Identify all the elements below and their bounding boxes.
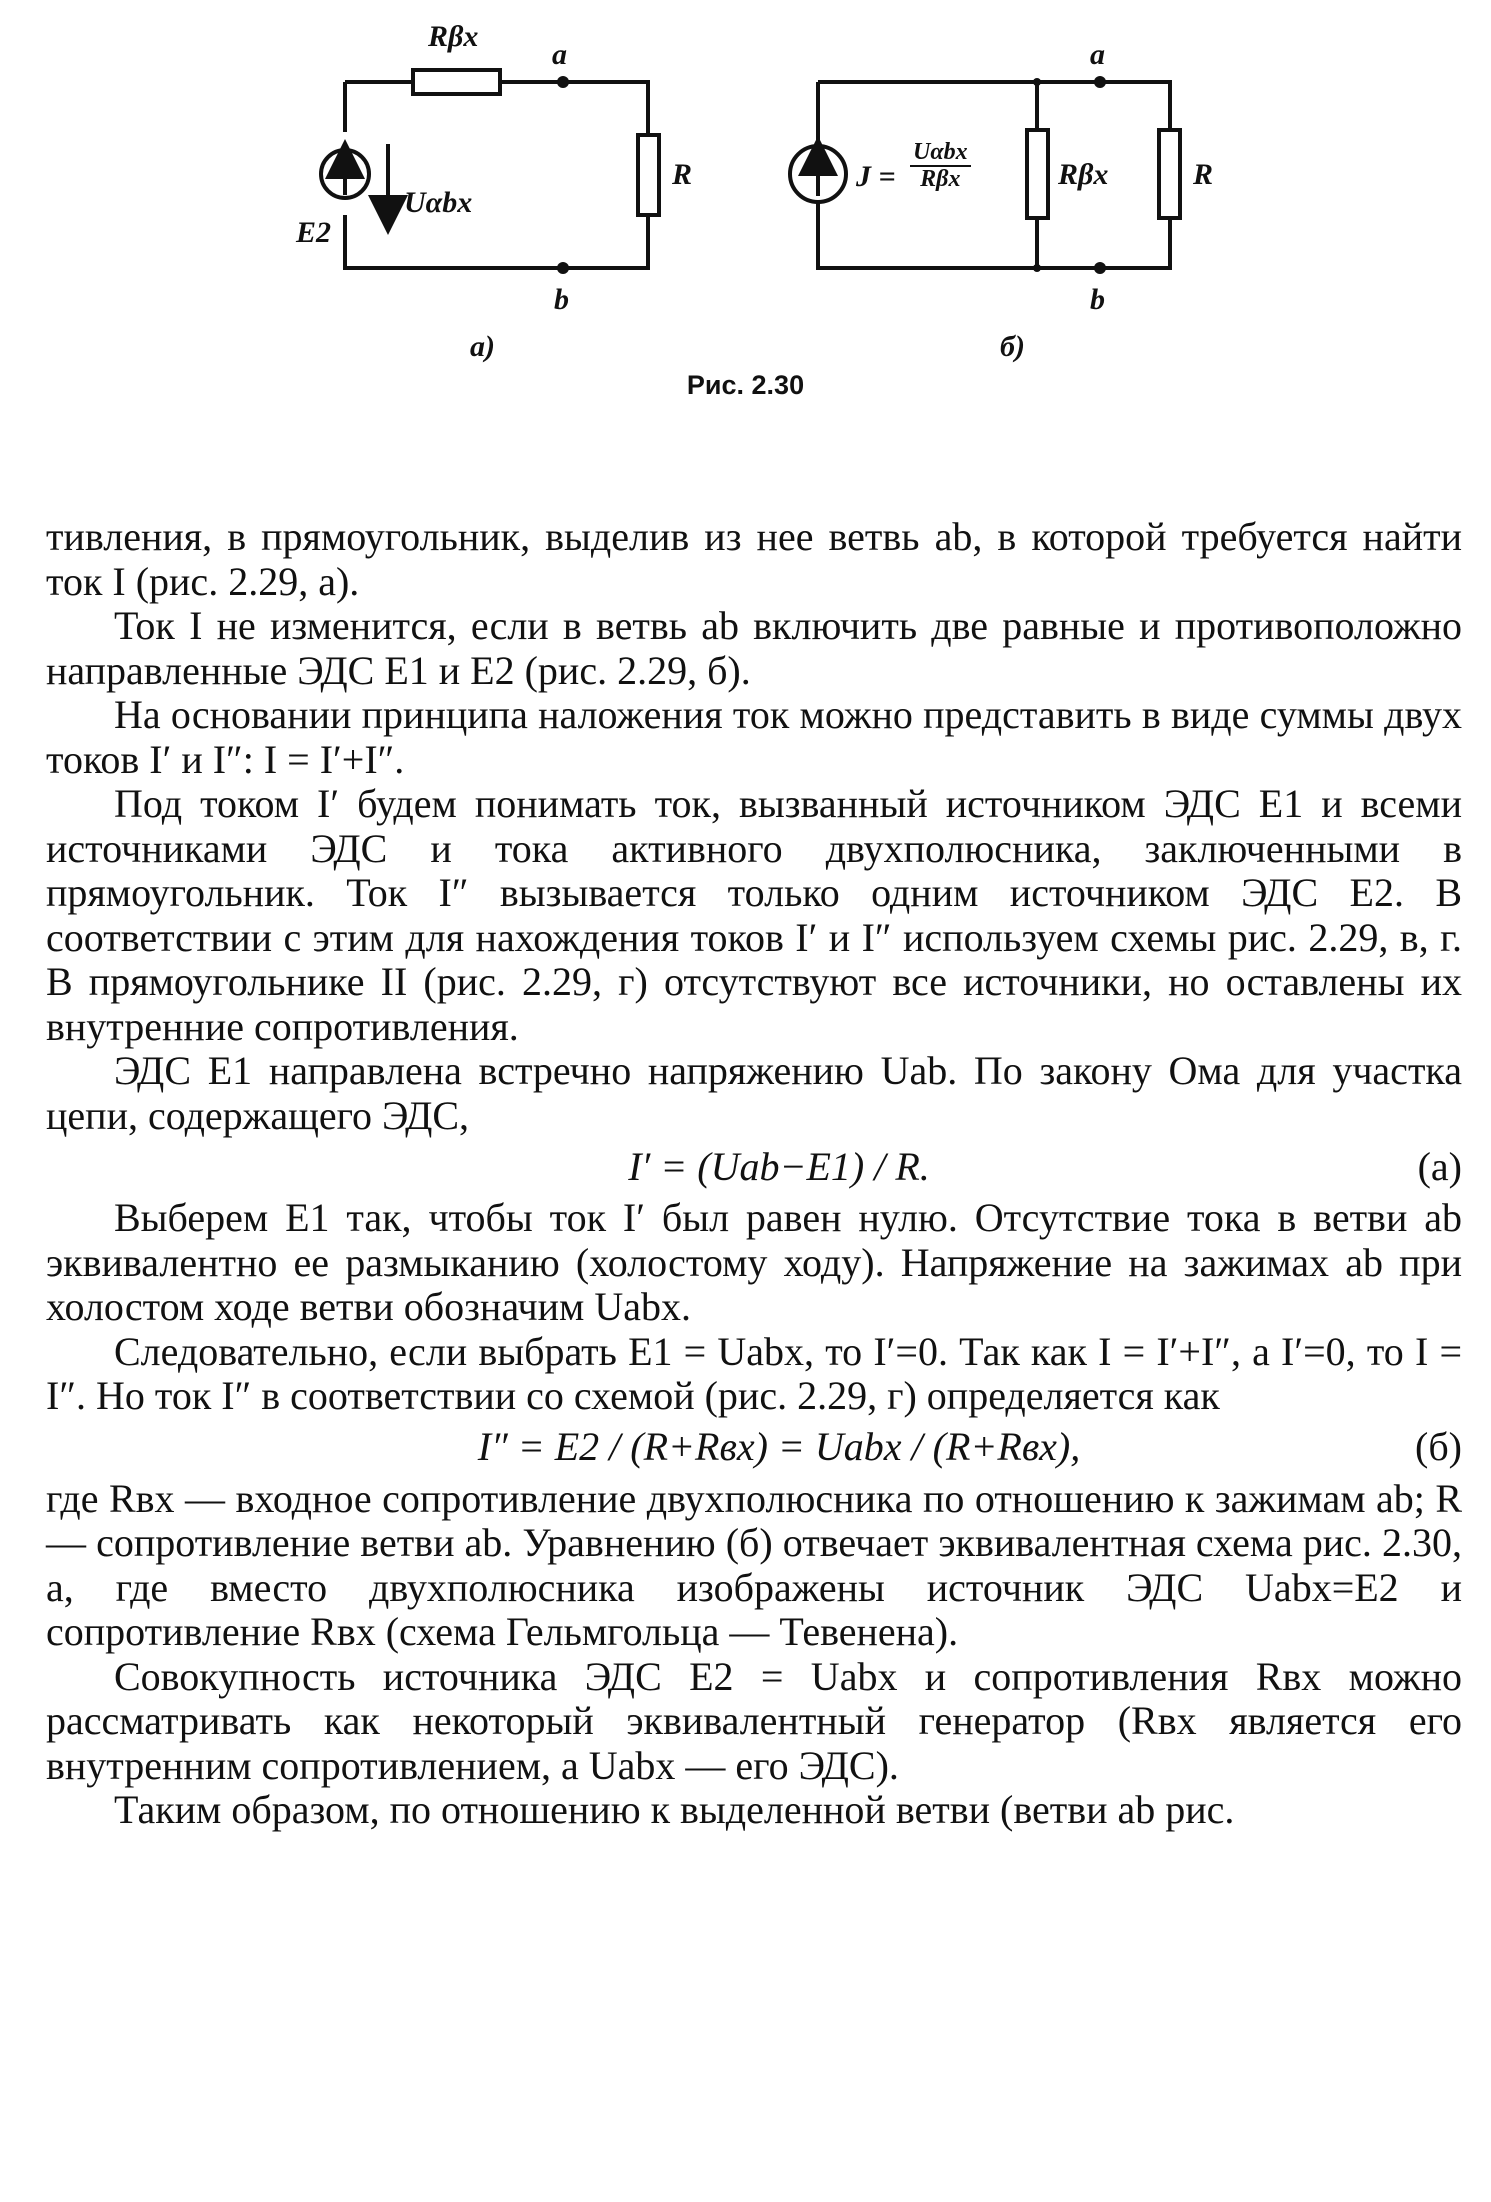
circuit-b-node-a-dot: [1094, 76, 1106, 88]
circuit-a: [321, 70, 659, 268]
circuit-a-node-b-dot: [557, 262, 569, 274]
circuit-b-load-resistor: [1159, 130, 1180, 218]
circuit-b-junction-top: [1033, 78, 1041, 86]
body-text: [46, 515, 1462, 1833]
circuit-a-node-a-label: a: [552, 38, 567, 71]
equation-a: [46, 1138, 1462, 1196]
paragraph-6: Выберем E1 так, чтобы ток I′ был равен нулю. Отсутствие тока в ветви ab эквивалентно ее размыканию (холостому ходу). Напряжение на зажимах ab при холостом ходе ветви обозначим Uabx.: [46, 1195, 1462, 1329]
paragraph-5: ЭДС E1 направлена встречно напряжению Uab. По закону Ома для участка цепи, содержащего ЭДС,: [46, 1048, 1462, 1138]
circuit-a-sublabel: a): [470, 330, 495, 363]
circuit-b-current-numerator: Uαbх: [910, 140, 971, 167]
circuit-b-node-b-dot: [1094, 262, 1106, 274]
circuit-b-current-lhs: J =: [856, 160, 896, 193]
circuit-a-node-b-label: b: [554, 283, 569, 316]
circuit-b-node-b-label: b: [1090, 283, 1105, 316]
equation-b-formula: I″ = E2 / (R+Rвх) = Uabx / (R+Rвх),: [477, 1424, 1081, 1470]
figure-caption: Рис. 2.30: [686, 370, 805, 400]
paragraph-1: тивления, в прямоугольник, выделив из нее ветвь ab, в которой требуется найти ток I (рис. 2.29, a).: [46, 514, 1462, 604]
circuit-b-sublabel: б): [1000, 330, 1025, 363]
circuit-a-load-label: R: [672, 158, 693, 191]
equation-b: [46, 1419, 1462, 1477]
circuit-b-shunt-label: Rβx: [1058, 158, 1109, 191]
paragraph-3: На основании принципа наложения ток можно представить в виде суммы двух токов I′ и I″: I = I′+I″.: [46, 692, 1462, 782]
circuit-b-current-denominator: Rβx: [920, 166, 961, 193]
circuit-a-node-a-dot: [557, 76, 569, 88]
paragraph-2: Ток I не изменится, если в ветвь ab включить две равные и противоположно направленные ЭДС E1 и E2 (рис. 2.29, б).: [46, 603, 1462, 693]
equation-a-formula: I′ = (Uab−E1) / R.: [628, 1143, 930, 1189]
circuit-a-load-resistor: [638, 135, 659, 215]
circuit-b-shunt-resistor: [1027, 130, 1048, 218]
circuit-b-current-fraction: [910, 140, 971, 192]
paragraph-10: Таким образом, по отношению к выделенной ветви (ветви ab рис.: [114, 1787, 1235, 1832]
equation-b-number: (б): [1415, 1424, 1462, 1470]
paragraph-8: где Rвх — входное сопротивление двухполюсника по отношению к зажимам ab; R — сопротивление ветви ab. Уравнению (б) отвечает эквивалентная схема рис. 2.30, a, где вместо двухполюсника изображены источник ЭДС Uabx=E2 и сопротивление Rвх (схема Гельмгольца — Тевенена).: [46, 1475, 1462, 1654]
figure-2-30: [0, 0, 1491, 440]
circuit-b: [790, 82, 1180, 268]
paragraph-9: Совокупность источника ЭДС E2 = Uabx и сопротивления Rвх можно рассматривать как некоторый эквивалентный генератор (Rвх является его внутренним сопротивлением, а Uabx — его ЭДС).: [46, 1653, 1462, 1788]
circuit-a-input-resistor-label: Rβx: [428, 20, 479, 53]
circuit-a-wires: [345, 82, 648, 268]
paragraph-4: Под током I′ будем понимать ток, вызванный источником ЭДС E1 и всеми источниками ЭДС и тока активного двухполюсника, заключенными в прямоугольник. Ток I″ вызывается только одним источником ЭДС E2. В соответствии с этим для нахождения токов I′ и I″ используем схемы рис. 2.29, в, г. В прямоугольнике II (рис. 2.29, г) отсутствуют все источники, но оставлены их внутренние сопротивления.: [46, 781, 1462, 1049]
circuit-a-voltage-label: Uαbх: [404, 186, 473, 219]
equation-a-number: (а): [1417, 1143, 1462, 1189]
circuit-a-source-label: E2: [296, 216, 332, 249]
circuit-b-node-a-label: a: [1090, 38, 1105, 71]
circuit-b-load-label: R: [1193, 158, 1214, 191]
circuit-a-input-resistor: [413, 70, 500, 94]
circuit-b-junction-bottom: [1033, 264, 1041, 272]
paragraph-7: Следовательно, если выбрать E1 = Uabx, то I′=0. Так как I = I′+I″, а I′=0, то I = I″. Но ток I″ в соответствии со схемой (рис. 2.29, г) определяется как: [46, 1328, 1462, 1418]
